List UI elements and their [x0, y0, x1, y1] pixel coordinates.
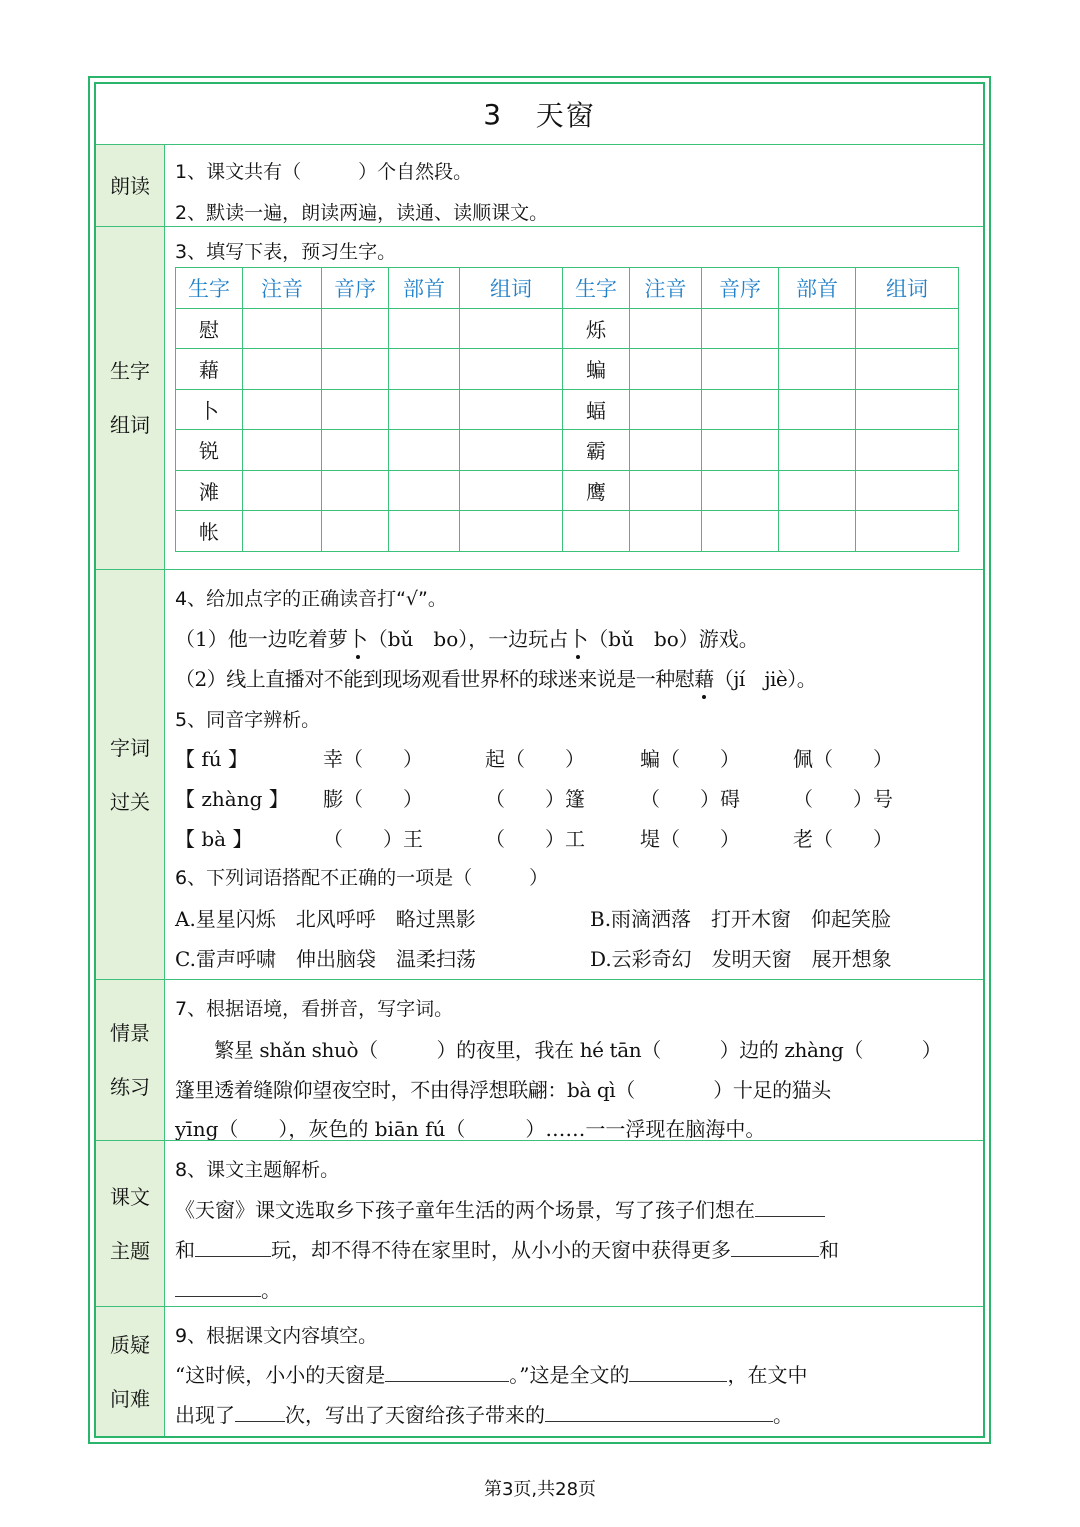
- blank-field[interactable]: [385, 1363, 509, 1382]
- question-4-2: （2）线上直播对不能到现场观看世界杯的球迷来说是一种慰藉（jí jiè）。: [175, 663, 816, 692]
- q8-line-3: 。: [175, 1274, 281, 1303]
- section-qingjing: [96, 979, 983, 1140]
- question-4: 4、给加点字的正确读音打“√”。: [175, 588, 447, 610]
- question-7: 7、根据语境，看拼音，写字词。: [175, 998, 454, 1020]
- question-3: 3、填写下表，预习生字。: [175, 241, 397, 263]
- table-row: 藉 蝙: [176, 349, 959, 390]
- question-6: 6、下列词语搭配不正确的一项是（ ）: [175, 867, 549, 889]
- page-number: 第3页,共28页: [483, 1479, 597, 1500]
- question-5: 5、同音字辨析。: [175, 709, 321, 731]
- blank-field[interactable]: [755, 1198, 825, 1217]
- section-label: 朗读: [96, 145, 165, 226]
- table-row: 帐: [176, 511, 959, 552]
- option-d[interactable]: D.云彩奇幻 发明天窗 展开想象: [590, 947, 892, 971]
- section-label: 课文 主题: [96, 1141, 165, 1306]
- lesson-number: 3: [483, 97, 504, 131]
- worksheet-inner: [94, 82, 985, 1438]
- question-4-1: （1）他一边吃着萝卜（bǔ bo），一边玩占卜（bǔ bo）游戏。: [175, 623, 759, 652]
- section-label: 情景 练习: [96, 980, 165, 1140]
- blank-field[interactable]: [175, 1278, 261, 1297]
- section-zhuti: [96, 1140, 983, 1306]
- q7-line-3: yīng（ ），灰色的 biān fú（ ）……一一浮现在脑海中。: [175, 1117, 766, 1141]
- q7-line-2: 篷里透着缝隙仰望夜空时，不由得浮想联翩：bà qì（ ）十足的猫头: [175, 1078, 831, 1102]
- character-table: [175, 267, 959, 552]
- option-a[interactable]: A.星星闪烁 北风呼呼 略过黑影: [175, 907, 476, 931]
- question-8: 8、课文主题解析。: [175, 1159, 340, 1181]
- blank-field[interactable]: [629, 1363, 727, 1382]
- section-langdu: [96, 144, 983, 226]
- q8-line-1: 《天窗》课文选取乡下孩子童年生活的两个场景，写了孩子们想在: [175, 1194, 825, 1223]
- option-b[interactable]: B.雨滴洒落 打开木窗 仰起笑脸: [590, 907, 892, 931]
- section-zhiyi: [96, 1306, 983, 1436]
- question-2: 2、默读一遍，朗读两遍，读通、读顺课文。: [175, 202, 549, 224]
- question-9: 9、根据课文内容填空。: [175, 1325, 378, 1347]
- section-shengzi: [96, 226, 983, 569]
- blank-field[interactable]: [545, 1403, 773, 1422]
- section-zici: 字词 过关 4、给加点字的正确读音打“√”。 （1）他一边吃着萝卜（bǔ bo），一边玩占卜（bǔ bo）游戏。 （2）线上直播对不能到现场观看世界杯的球迷来说是一种慰藉（jí jiè）。 5、同音字辨析。 【 fú 】 幸（ ） 起（ ） 蝙（ ） 佩（ ） 【 zhàng 】 膨（ ） （ ）篷 （ ）碍 （ ）号 【 bà 】 （ ）王 （ ）工 堤（ ） 老（ ） 6、下列词语搭配不正确的一项是（ ） A.星星闪烁 北风呼呼 略过黑影 B.雨滴洒落 打开木窗 仰起笑脸 C.雷声呼啸 伸出脑袋 温柔扫荡 D.云彩奇幻 发明天窗 展开想象: [96, 569, 983, 979]
- table-row: 滩 鹰: [176, 470, 959, 511]
- section-label: 字词 过关: [96, 570, 165, 979]
- q9-line-2: 出现了 次，写出了天窗给孩子带来的 。: [175, 1403, 793, 1427]
- q8-line-2: 和 玩，却不得不待在家里时，从小小的天窗中获得更多 和: [175, 1238, 839, 1262]
- worksheet-frame: [88, 76, 991, 1444]
- lesson-title: 天窗: [535, 99, 596, 132]
- question-1: 1、课文共有（ ）个自然段。: [175, 161, 473, 183]
- option-c[interactable]: C.雷声呼啸 伸出脑袋 温柔扫荡: [175, 947, 476, 971]
- blank-field[interactable]: [731, 1238, 819, 1257]
- blank-field[interactable]: [235, 1403, 285, 1422]
- page-title: [96, 84, 983, 144]
- q9-line-1: “这时候，小小的天窗是 。”这是全文的 ，在文中: [175, 1363, 808, 1387]
- table-header-row: 生字 注音 音序 部首 组词 生字 注音 音序 部首 组词: [176, 268, 959, 309]
- table-row: 卜 蝠: [176, 389, 959, 430]
- q7-line-1: 繁星 shǎn shuò（ ）的夜里，我在 hé tān（ ）边的 zhàng（ ）: [175, 1038, 942, 1062]
- table-row: 锐 霸: [176, 430, 959, 471]
- blank-field[interactable]: [195, 1238, 271, 1257]
- section-label: 生字 组词: [96, 227, 165, 569]
- section-label: 质疑 问难: [96, 1307, 165, 1436]
- table-row: 慰 烁: [176, 308, 959, 349]
